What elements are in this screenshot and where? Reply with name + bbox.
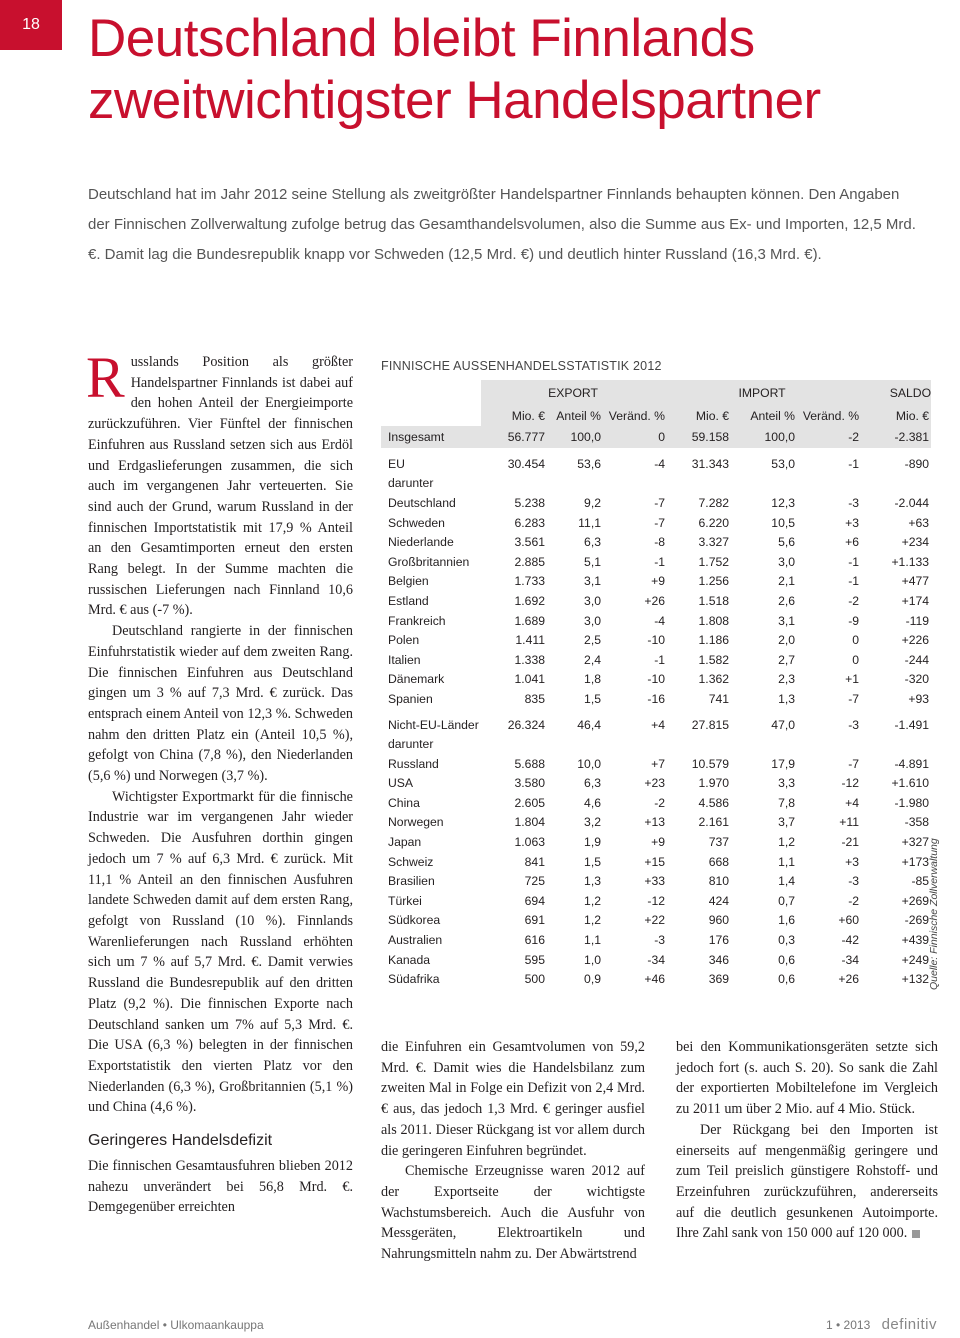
table-cell: -2: [654, 795, 666, 810]
table-cell: 3,0: [778, 554, 796, 569]
table-cell: -85: [911, 874, 930, 889]
table-cell: +439: [901, 933, 930, 948]
table-cell: 1.186: [698, 633, 730, 648]
table-row: [381, 552, 931, 572]
table-row: [381, 911, 931, 931]
table-cell: +174: [901, 593, 930, 608]
row-label: China: [388, 795, 420, 810]
paragraph: Die finnischen Gesamtausfuhren blieben 2012 nahezu unverändert bei 56,8 Mrd. €. Demgegenüber erreichten: [88, 1158, 353, 1216]
table-cell: -16: [647, 691, 666, 706]
table-cell: 1.256: [698, 574, 730, 589]
table-cell: 694: [524, 893, 545, 908]
table-cell: 668: [708, 854, 730, 869]
table-cell: [859, 474, 931, 494]
table-cell: 5.238: [514, 495, 545, 510]
table-cell: -3: [848, 717, 860, 732]
table-cell: +269: [901, 893, 930, 908]
row-label: Niederlande: [388, 535, 454, 550]
table-cell: 176: [708, 933, 730, 948]
table-cell: 9,2: [584, 495, 601, 510]
table-cell: 1.582: [698, 652, 730, 667]
table-cell: 0,3: [778, 933, 796, 948]
table-cell: +46: [644, 972, 666, 987]
table-cell: -2: [848, 593, 860, 608]
table-cell: 53,6: [577, 456, 601, 471]
paragraph: [676, 1120, 938, 1244]
table-cell: +1.610: [891, 776, 930, 791]
table-cell: +226: [901, 633, 930, 648]
row-label: Belgien: [388, 574, 429, 589]
footer-section-label: Außenhandel • Ulkomaankauppa: [88, 1318, 264, 1332]
row-label: Dänemark: [388, 672, 445, 687]
table-cell: -4: [654, 613, 666, 628]
table-row: [381, 650, 931, 670]
table-group-header: [381, 380, 931, 406]
table-cell: +4: [845, 795, 860, 810]
row-label: Australien: [388, 933, 443, 948]
table-cell: 2.885: [514, 554, 545, 569]
trade-statistics-table: [381, 380, 931, 989]
table-row-total: [381, 426, 931, 448]
table-cell: 737: [708, 835, 730, 850]
table-cell: 46,4: [577, 717, 601, 732]
table-cell: 59.158: [665, 426, 729, 448]
table-cell: -2: [848, 893, 860, 908]
table-cell: -1: [848, 574, 860, 589]
table-cell: 1,2: [778, 835, 796, 850]
table-cell: 1,2: [584, 893, 601, 908]
paragraph: Wichtigster Exportmarkt für die finnische Industrie war im vergangenen Jahr wieder Schweden. Die Ausfuhren dorthin gingen jedoch um 7 % auf 6,3 Mrd. € zurück. Mit 11,1 % Anteil an den finnischen Ausfuhren landete Schweden damit auf dem ersten Rang, gefolgt von Russland (10 %). Finnlands Warenlieferungen nach Russland erhöhten sich um 7 % auf 5,7 Mrd. €. Damit verwies Russland die Bundesrepublik auf den dritten Platz (9,2 %). Die finnischen Exporte nach Deutschland sanken um 7% auf 5,3 Mrd. €. Die USA (6,3 %) belegten in der finnischen Exportstatistik den vierten Platz vor den Niederlanden (6,3 %), Großbritannien (5,1 %) und China (4,6 %).: [88, 788, 353, 1116]
table-cell: [665, 734, 729, 754]
table-cell: 1.970: [698, 776, 730, 791]
table-cell: 2,3: [778, 672, 796, 687]
paragraph: Deutschland rangierte in der finnischen Einfuhrstatistik wieder auf dem zweiten Rang. Die finnischen Einfuhren aus Deutschland gingen um 3 % auf 7,3 Mrd. € zurück. Das entsprach einem Anteil von 12,3 %. Schweden nahm den dritten Platz ein (Anteil 10,5 %), gefolgt von China (7,8 %), den Niederlanden (5,6 %) und Norwegen (3,7 %).: [88, 623, 353, 785]
title-line-2: zweitwichtigster Handelspartner: [88, 71, 821, 130]
row-label: Italien: [388, 652, 421, 667]
table-cell: +3: [845, 515, 860, 530]
article-title: [88, 8, 948, 132]
table-cell: 10,5: [771, 515, 796, 530]
row-label: Großbritannien: [388, 554, 470, 569]
table-row: [381, 832, 931, 852]
export-header: EXPORT: [481, 380, 665, 406]
table-cell: 12,3: [771, 495, 796, 510]
table-cell: 0: [852, 633, 860, 648]
row-label: Kanada: [388, 952, 431, 967]
table-cell: 0: [601, 426, 665, 448]
table-cell: -34: [647, 952, 666, 967]
table-cell: 1.338: [514, 652, 545, 667]
table-cell: 0: [852, 652, 860, 667]
table-cell: 3,0: [584, 593, 601, 608]
table-cell: 1,3: [778, 691, 796, 706]
row-label: USA: [388, 776, 414, 791]
row-label: Schweiz: [388, 854, 434, 869]
table-row: [381, 611, 931, 631]
table-cell: +22: [644, 913, 666, 928]
table-row: [381, 950, 931, 970]
table-cell: 3,2: [584, 815, 601, 830]
table-cell: 7.282: [698, 495, 730, 510]
column-header: Mio. €: [481, 406, 545, 426]
table-row: [381, 930, 931, 950]
table-cell: 1.411: [515, 633, 545, 648]
table-row: [381, 591, 931, 611]
table-cell: +93: [908, 691, 930, 706]
table-cell: +4: [651, 717, 666, 732]
table-cell: 741: [708, 691, 730, 706]
table-cell: 1,6: [778, 913, 796, 928]
table-row: [381, 715, 931, 735]
table-cell: 691: [524, 913, 545, 928]
table-cell: [481, 734, 545, 754]
table-row: [381, 734, 931, 754]
drop-cap: R: [86, 345, 125, 410]
table-cell: +60: [838, 913, 860, 928]
row-label: EU: [388, 456, 405, 471]
table-cell: 0,6: [778, 952, 796, 967]
title-line-1: Deutschland bleibt Finnlands: [88, 9, 755, 68]
table-cell: 1,5: [584, 691, 601, 706]
table-cell: 10.579: [691, 756, 730, 771]
table-cell: 1,3: [584, 874, 601, 889]
table-cell: -320: [904, 672, 930, 687]
table-cell: -1: [848, 456, 860, 471]
table-cell: -269: [904, 913, 930, 928]
table-cell: 595: [524, 952, 545, 967]
table-cell: [545, 474, 601, 494]
table-cell: 2,7: [778, 652, 796, 667]
table-row: [381, 754, 931, 774]
table-cell: 2.605: [514, 795, 545, 810]
table-cell: -244: [904, 652, 930, 667]
table-cell: 6.283: [514, 515, 545, 530]
trade-statistics-box: [381, 356, 932, 987]
table-cell: -7: [654, 515, 666, 530]
row-label: Norwegen: [388, 815, 444, 830]
section-subheading: Geringeres Handelsdefizit: [88, 1132, 273, 1150]
end-mark-icon: [912, 1230, 920, 1238]
table-cell: -12: [841, 776, 860, 791]
table-cell: -2.381: [859, 426, 931, 448]
table-cell: 2,5: [584, 633, 601, 648]
table-cell: 1.752: [698, 554, 730, 569]
table-cell: +26: [838, 972, 860, 987]
table-cell: 424: [708, 893, 730, 908]
table-cell: 4,6: [584, 795, 601, 810]
row-label: darunter: [388, 476, 434, 491]
table-cell: 3,7: [778, 815, 796, 830]
table-cell: 2,6: [778, 593, 796, 608]
table-cell: -4: [654, 456, 666, 471]
table-row: [381, 689, 931, 709]
table-cell: -358: [904, 815, 930, 830]
table-row: [381, 813, 931, 833]
table-cell: -890: [904, 456, 930, 471]
table-cell: +15: [644, 854, 666, 869]
table-row: [381, 454, 931, 474]
row-label: Südafrika: [388, 972, 440, 987]
table-cell: 53,0: [771, 456, 796, 471]
table-cell: 1,4: [778, 874, 796, 889]
table-cell: -7: [848, 691, 860, 706]
table-cell: 1,0: [584, 952, 601, 967]
table-row: [381, 871, 931, 891]
table-cell: [729, 734, 795, 754]
table-cell: 17,9: [771, 756, 796, 771]
table-row: [381, 630, 931, 650]
row-label: Japan: [388, 835, 422, 850]
table-cell: -3: [848, 495, 860, 510]
table-cell: 725: [524, 874, 545, 889]
table-row: [381, 891, 931, 911]
table-cell: 960: [708, 913, 730, 928]
table-cell: 26.324: [507, 717, 545, 732]
table-cell: +327: [901, 835, 930, 850]
page-number: 18: [0, 0, 62, 50]
table-cell: 1.362: [698, 672, 730, 687]
table-cell: [601, 734, 665, 754]
row-label: Spanien: [388, 691, 433, 706]
table-cell: [729, 474, 795, 494]
table-row: [381, 670, 931, 690]
table-cell: 1,2: [584, 913, 601, 928]
table-cell: 616: [524, 933, 545, 948]
table-cell: -1: [654, 652, 666, 667]
row-label: Südkorea: [388, 913, 441, 928]
table-cell: 835: [524, 691, 545, 706]
table-row: [381, 572, 931, 592]
table-cell: 3.580: [514, 776, 545, 791]
table-cell: 0,9: [584, 972, 601, 987]
column-header: Veränd. %: [601, 406, 665, 426]
table-cell: -7: [848, 756, 860, 771]
article-column-middle: [381, 1037, 645, 1265]
row-label: Türkei: [388, 893, 422, 908]
table-cell: +9: [651, 835, 666, 850]
row-label: Brasilien: [388, 874, 435, 889]
table-cell: -10: [647, 672, 666, 687]
table-cell: 2,4: [584, 652, 601, 667]
table-cell: -8: [654, 535, 666, 550]
table-cell: [859, 734, 931, 754]
table-cell: +11: [839, 815, 860, 830]
table-cell: +249: [901, 952, 930, 967]
table-cell: -119: [905, 613, 930, 628]
table-cell: +7: [651, 756, 666, 771]
table-cell: 6,3: [584, 535, 601, 550]
table-cell: 3.327: [698, 535, 730, 550]
table-cell: -2.044: [894, 495, 930, 510]
table-cell: [795, 734, 859, 754]
table-cell: -1: [848, 554, 860, 569]
table-cell: 100,0: [729, 426, 795, 448]
import-header: IMPORT: [665, 380, 859, 406]
table-cell: 1.689: [514, 613, 545, 628]
table-cell: 3,1: [778, 613, 796, 628]
table-row: [381, 474, 931, 494]
table-cell: 1.063: [514, 835, 545, 850]
table-cell: 3,3: [778, 776, 796, 791]
table-title: FINNISCHE AUSSENHANDELSSTATISTIK 2012: [381, 359, 662, 373]
table-cell: 4.586: [698, 795, 730, 810]
table-cell: 3.561: [514, 535, 545, 550]
table-cell: [601, 474, 665, 494]
table-cell: 2,0: [778, 633, 796, 648]
table-cell: 2,1: [778, 574, 796, 589]
table-cell: 1,1: [584, 933, 601, 948]
table-cell: 100,0: [545, 426, 601, 448]
table-cell: 3,1: [584, 574, 601, 589]
article-column-right: [676, 1037, 938, 1244]
paragraph: [86, 345, 353, 621]
table-row: [381, 793, 931, 813]
table-cell: 31.343: [691, 456, 730, 471]
table-cell: 5,6: [778, 535, 796, 550]
paragraph-text: usslands Position als größter Handelspartner Finnlands ist dabei auf den hohen Anteil der Energieimporte zurückzuführen. Vier Fünftel der finnischen Einfuhren aus Russland setzen sich aus Erdöl und Erdgaslieferungen zusammen, die sich auch im vergangenen Jahr verteuerten. Sie sind auch der Grund, warum Russland in der finnischen Importstatistik mit 17,9 % Anteil an den Gesamtimporten erneut den ersten Rang belegt. In der Summe machten die russischen Lieferungen nach Finnland 10,6 Mrd. € aus (-7 %).: [88, 354, 353, 619]
table-cell: 369: [708, 972, 730, 987]
table-row: [381, 774, 931, 794]
table-cell: -34: [841, 952, 860, 967]
paragraph-text: Der Rückgang bei den Importen ist einerseits auf mengenmäßig geringere und zum Teil preislich günstigere Rohstoff- und Erzeinfuhren zurückzuführen, andererseits auf die deutlich gesunkenen Autoimporte. Ihre Zahl sank von 150 000 auf 120 000.: [676, 1121, 938, 1242]
table-cell: [481, 474, 545, 494]
table-cell: 7,8: [778, 795, 796, 810]
row-label: Russland: [388, 756, 439, 771]
row-label: Schweden: [388, 515, 445, 530]
table-cell: +1: [845, 672, 860, 687]
magazine-logo: definitiv: [881, 1316, 937, 1333]
table-cell: 1.692: [514, 593, 545, 608]
column-header: Anteil %: [545, 406, 601, 426]
table-cell: +1.133: [891, 554, 930, 569]
table-cell: +23: [644, 776, 666, 791]
table-cell: +234: [901, 535, 930, 550]
table-cell: 1,1: [778, 854, 796, 869]
table-cell: 346: [708, 952, 730, 967]
table-cell: -12: [647, 893, 666, 908]
table-cell: +132: [901, 972, 930, 987]
table-row: [381, 969, 931, 989]
table-cell: 0,6: [778, 972, 796, 987]
table-column-header: [381, 406, 931, 426]
table-cell: -3: [654, 933, 666, 948]
table-cell: 1.733: [514, 574, 545, 589]
row-label: Frankreich: [388, 613, 446, 628]
table-cell: 1,9: [584, 835, 601, 850]
row-label: Deutschland: [388, 495, 456, 510]
table-cell: +13: [644, 815, 666, 830]
table-cell: +477: [901, 574, 930, 589]
table-cell: +3: [845, 854, 860, 869]
table-cell: 1,8: [584, 672, 601, 687]
row-label: Polen: [388, 633, 420, 648]
table-cell: +63: [908, 515, 930, 530]
article-column-left: [86, 345, 353, 1218]
table-source-note: Quelle: Finnische Zollverwaltung: [928, 838, 940, 990]
table-cell: 27.815: [691, 717, 730, 732]
table-cell: -3: [848, 874, 860, 889]
table-cell: 1.041: [514, 672, 545, 687]
table-cell: -1: [654, 554, 666, 569]
table-cell: 3,0: [584, 613, 601, 628]
paragraph: die Einfuhren ein Gesamtvolumen von 59,2 Mrd. €. Damit wies die Handelsbilanz zum zweiten Mal in Folge ein Defizit von 2,4 Mrd. € aus, das jedoch 1,3 Mrd. € geringer ausfiel als 2011. Dieser Rückgang ist vor allem durch die geringeren Einfuhren begründet.: [381, 1039, 645, 1159]
row-label: Insgesamt: [381, 426, 481, 448]
paragraph: Chemische Erzeugnisse waren 2012 auf der Exportseite der wichtigste Wachstumsbereich. Auch die Ausfuhr von Messgeräten, Elektroartikeln und Nahrungsmitteln nahm zu. Der Abwärtstrend: [381, 1163, 645, 1263]
column-header: Mio. €: [859, 406, 931, 426]
table-cell: 5,1: [584, 554, 601, 569]
table-cell: 1.518: [698, 593, 730, 608]
table-cell: 47,0: [771, 717, 796, 732]
table-cell: -42: [841, 933, 860, 948]
table-cell: 1,5: [584, 854, 601, 869]
table-cell: +6: [845, 535, 860, 550]
table-cell: -1.491: [894, 717, 930, 732]
paragraph: bei den Kommunikationsgeräten setzte sich jedoch fort (s. auch S. 20). So sank die Zahl der exportierten Mobiltelefone im Vergleich zu 2011 um über 2 Mio. auf 4 Mio. Stück.: [676, 1039, 938, 1118]
table-cell: 0,7: [778, 893, 796, 908]
row-label: Nicht-EU-Länder: [388, 717, 479, 732]
table-cell: 10,0: [577, 756, 601, 771]
table-cell: -1.980: [894, 795, 930, 810]
table-cell: -2: [795, 426, 859, 448]
table-cell: -4.891: [894, 756, 930, 771]
intro-paragraph: Deutschland hat im Jahr 2012 seine Stellung als zweitgrößter Handelspartner Finnlands behaupten können. Den Angaben der Finnischen Zollverwaltung zufolge betrug das Gesamthandelsvolumen, also die Summe aus Ex- und Importen, 12,5 Mrd. €. Damit lag die Bundesrepublik knapp vor Schweden (12,5 Mrd. €) und deutlich hinter Russland (16,3 Mrd. €).: [88, 186, 916, 263]
table-cell: 6,3: [584, 776, 601, 791]
table-cell: [795, 474, 859, 494]
issue-number: 1 • 2013: [826, 1318, 871, 1332]
table-cell: 56.777: [481, 426, 545, 448]
table-cell: +33: [644, 874, 666, 889]
table-cell: 11,1: [578, 515, 601, 530]
table-cell: +173: [901, 854, 930, 869]
table-cell: 6.220: [698, 515, 730, 530]
table-cell: [545, 734, 601, 754]
column-header: Veränd. %: [795, 406, 859, 426]
table-row: [381, 513, 931, 533]
table-cell: 30.454: [507, 456, 545, 471]
table-row: [381, 532, 931, 552]
table-cell: 841: [524, 854, 545, 869]
table-cell: 5.688: [514, 756, 545, 771]
table-cell: +9: [651, 574, 666, 589]
table-cell: [665, 474, 729, 494]
table-cell: 1.804: [514, 815, 545, 830]
table-cell: 500: [524, 972, 545, 987]
table-cell: -9: [848, 613, 860, 628]
table-cell: -7: [654, 495, 666, 510]
row-label: Estland: [388, 593, 429, 608]
table-cell: -21: [841, 835, 860, 850]
table-cell: 2.161: [698, 815, 730, 830]
saldo-header: SALDO: [859, 380, 931, 406]
column-header: Mio. €: [665, 406, 729, 426]
footer-issue: [826, 1316, 937, 1333]
table-cell: 810: [708, 874, 730, 889]
table-cell: -10: [647, 633, 666, 648]
table-cell: 1.808: [698, 613, 730, 628]
column-header: Anteil %: [729, 406, 795, 426]
table-row: [381, 493, 931, 513]
table-cell: +26: [644, 593, 666, 608]
table-row: [381, 852, 931, 872]
row-label: darunter: [388, 737, 434, 752]
